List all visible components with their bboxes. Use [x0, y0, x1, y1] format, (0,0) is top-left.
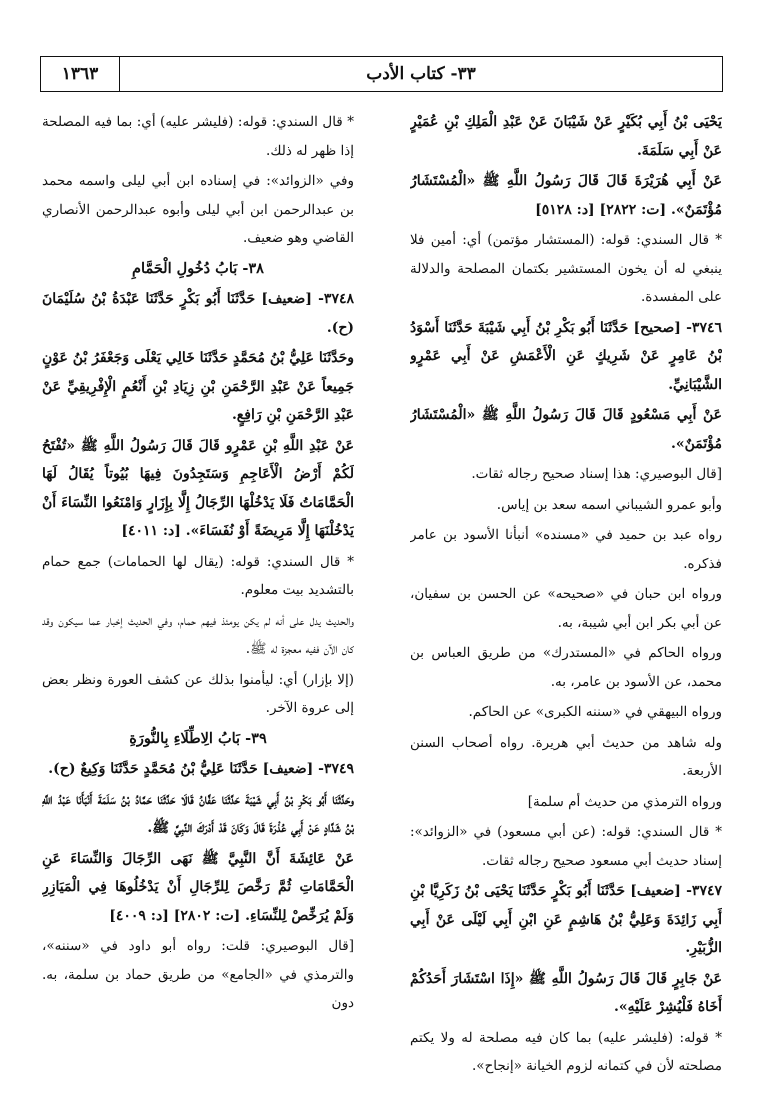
hadith-paragraph: ٣٧٤٦- [صحيح] حَدَّثَنَا أَبُو بَكْرِ بْنُ أَبِي شَيْبَةَ حَدَّثَنَا أَسْوَدُ بْنُ عَامِرٍ عَنْ شَرِيكٍ عَنِ الْأَعْمَشِ عَنْ أَبِي عَمْرٍو الشَّيْبَانِيِّ.: [410, 319, 722, 393]
left-column: [42, 108, 354, 1090]
page-number: ١٣٦٣: [41, 57, 120, 91]
chapter-heading: ٣٩- بَابُ الِاطِّلَاءِ بِالنُّورَةِ: [129, 729, 267, 747]
commentary-paragraph: ورواه الحاكم في «المستدرك» من طريق العباس بن محمد، عن الأسود بن عامر، به.: [410, 645, 722, 690]
commentary-paragraph: [قال البوصيري: قلت: رواه أبو داود في «سننه»، والترمذي في «الجامع» من طريق حماد بن سلمة، به. دون: [42, 938, 354, 1011]
commentary-paragraph: ورواه ابن حبان في «صحيحه» عن الحسن بن سفيان، عن أبي بكر ابن أبي شيبة، به.: [410, 586, 722, 631]
commentary-paragraph: رواه عبد بن حميد في «مسنده» أنبأنا الأسود بن عامر فذكره.: [410, 527, 722, 572]
hadith-paragraph: عَنْ أَبِي مَسْعُودٍ قَالَ قَالَ رَسُولُ اللَّهِ ﷺ «الْمُسْتَشَارُ مُؤْتَمَنٌ».: [410, 407, 722, 452]
commentary-paragraph: والحديث يدل على أنه لم يكن يومئذ فيهم حمام، وفي الحديث إخبار عما سيكون وقد كان الآن ففيه معجزة له ﷺ.: [42, 612, 354, 657]
commentary-paragraph: ورواه الترمذي من حديث أم سلمة]: [527, 793, 722, 810]
commentary-paragraph: [قال البوصيري: هذا إسناد صحيح رجاله ثقات.: [471, 466, 722, 482]
hadith-paragraph: وحَدَّثَنَا أَبُو بَكْرِ بْنُ أَبِي شَيْبَةَ حَدَّثَنَا عَفَّانُ قَالَا حَدَّثَنَا حَمَّادُ بْنُ سَلَمَةَ أَنْبَأَنَا عَبْدُ اللَّهِ بْنُ شَدَّادٍ عَنْ أَبِي عُذْرَةَ قَالَ وَكَانَ قَدْ أَدْرَكَ النَّبِيَّ ﷺ.: [42, 791, 354, 836]
commentary-paragraph: * قال السندي: قوله: (المستشار مؤتمن) أي: أمين فلا ينبغي له أن يخون المستشير بكتمان المصلحة والدلالة على المفسدة.: [410, 232, 722, 305]
commentary-paragraph: * قوله: (فليشر عليه) بما كان فيه مصلحة له ولا يكتم مصلحته لأن في كتمانه لزوم الخيانة «إنجاح».: [410, 1029, 722, 1074]
hadith-paragraph: ٣٧٤٩- [ضعيف] حَدَّثَنَا عَلِيُّ بْنُ مُحَمَّدٍ حَدَّثَنَا وَكِيعٌ (ح).: [48, 761, 354, 777]
commentary-paragraph: وأبو عمرو الشيباني اسمه سعد بن إياس.: [496, 496, 722, 513]
hadith-paragraph: عَنْ عَائِشَةَ أَنَّ النَّبِيَّ ﷺ نَهَى الرِّجَالَ وَالنِّسَاءَ عَنِ الْحَمَّامَاتِ ثُمَّ رَخَّصَ لِلرِّجَالِ أَنْ يَدْخُلُوهَا فِي الْمَيَازِرِ وَلَمْ يُرَخِّصْ لِلنِّسَاءِ. [ت: ٢٨٠٢] [د: ٤٠٠٩]: [42, 850, 354, 924]
hadith-paragraph: وحَدَّثَنَا عَلِيُّ بْنُ مُحَمَّدٍ حَدَّثَنَا خَالِي يَعْلَى وَجَعْفَرُ بْنُ عَوْنٍ جَمِيعاً عَنْ عَبْدِ الرَّحْمَنِ بْنِ زِيَادِ بْنِ أَنْعُمٍ الْإِفْرِيقِيِّ عَنْ عَبْدِ الرَّحْمَنِ بْنِ رَافِعٍ.: [42, 350, 354, 423]
chapter-title: ٣٣- كتاب الأدب: [366, 64, 476, 84]
chapter-heading: ٣٨- بَابُ دُخُولِ الْحَمَّامِ: [132, 259, 264, 277]
commentary-paragraph: * قال السندي: قوله: (يقال لها الحمامات) جمع حمام بالتشديد بيت معلوم.: [42, 553, 354, 598]
commentary-paragraph: ورواه البيهقي في «سننه الكبرى» عن الحاكم.: [468, 704, 722, 720]
hadith-paragraph: ٣٧٤٧- [ضعيف] حَدَّثَنَا أَبُو بَكْرٍ حَدَّثَنَا يَحْيَى بْنُ زَكَرِيَّا بْنِ أَبِي زَائِدَةَ وَعَلِيُّ بْنُ هَاشِمٍ عَنِ ابْنِ أَبِي لَيْلَى عَنْ أَبِي الزُّبَيْرِ.: [410, 883, 722, 956]
hadith-paragraph: يَحْيَى بْنُ أَبِي بُكَيْرٍ عَنْ شَيْبَانَ عَنْ عَبْدِ الْمَلِكِ بْنِ عُمَيْرٍ عَنْ أَبِي سَلَمَةَ.: [410, 114, 722, 159]
hadith-paragraph: عَنْ أَبِي هُرَيْرَةَ قَالَ قَالَ رَسُولُ اللَّهِ ﷺ «الْمُسْتَشَارُ مُؤْتَمَنٌ». [ت: ٢٨٢٢] [د: ٥١٢٨]: [410, 173, 722, 218]
commentary-paragraph: * قال السندي: قوله: (عن أبي مسعود) في «الزوائد»: إسناد حديث أبي مسعود صحيح رجاله ثقات.: [410, 824, 722, 869]
hadith-paragraph: عَنْ جَابِرٍ قَالَ قَالَ رَسُولُ اللَّهِ ﷺ «إِذَا اسْتَشَارَ أَحَدُكُمْ أَخَاهُ فَلْيُشِرْ عَلَيْهِ».: [410, 970, 722, 1015]
right-column: [410, 108, 722, 1090]
commentary-paragraph: * قال السندي: قوله: (فليشر عليه) أي: بما فيه المصلحة إذا ظهر له ذلك.: [42, 114, 354, 159]
commentary-paragraph: (إلا بإزار) أي: ليأمنوا بذلك عن كشف العورة ونظر بعض إلى عروة الآخر.: [42, 671, 354, 716]
hadith-paragraph: عَنْ عَبْدِ اللَّهِ بْنِ عَمْرٍو قَالَ قَالَ رَسُولُ اللَّهِ ﷺ «تُفْتَحُ لَكُمْ أَرْضُ الْأَعَاجِمِ وَسَتَجِدُونَ فِيهَا بُيُوتاً يُقَالُ لَهَا الْحَمَّامَاتُ فَلَا يَدْخُلْهَا الرِّجَالُ إِلَّا بِإِزَارٍ وَامْنَعُوا النِّسَاءَ أَنْ يَدْخُلْنَهَا إِلَّا مَرِيضَةً أَوْ نُفَسَاءَ». [د: ٤٠١١]: [42, 437, 354, 539]
hadith-paragraph: ٣٧٤٨- [ضعيف] حَدَّثَنَا أَبُو بَكْرٍ حَدَّثَنَا عَبْدَةُ بْنُ سُلَيْمَانَ (ح).: [42, 291, 354, 336]
commentary-paragraph: وله شاهد من حديث أبي هريرة. رواه أصحاب السنن الأربعة.: [410, 734, 722, 779]
commentary-paragraph: وفي «الزوائد»: في إسناده ابن أبي ليلى واسمه محمد بن عبدالرحمن ابن أبي ليلى وأبوه عبدالرحمن الأنصاري القاضي وهو ضعيف.: [42, 173, 354, 246]
page-header: [40, 56, 723, 92]
